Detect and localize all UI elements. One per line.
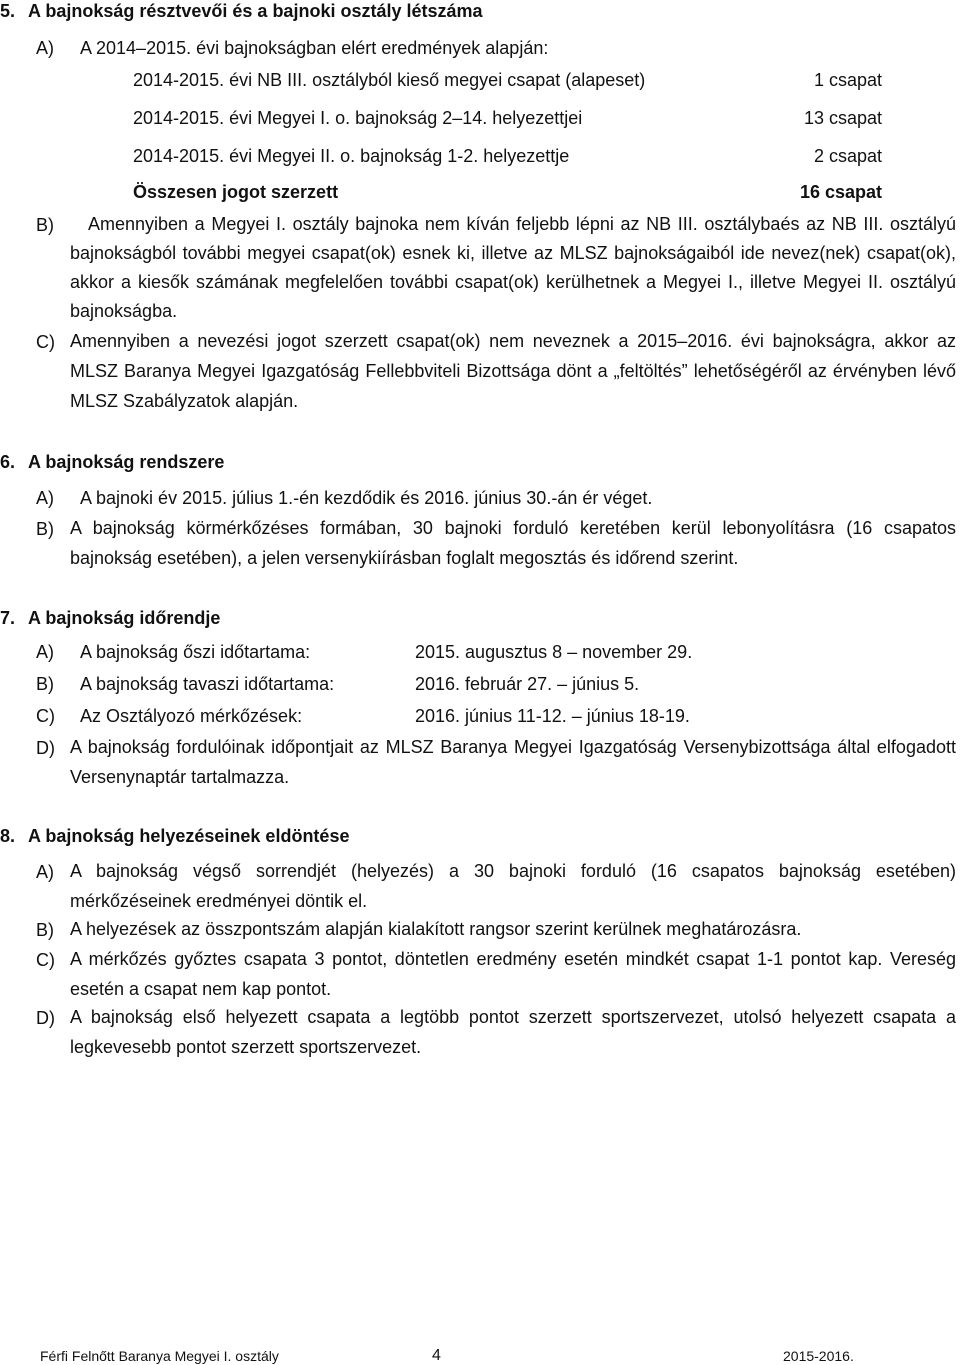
participant-count: 2 csapat	[813, 146, 882, 166]
item-text: A 2014–2015. évi bajnokságban elért eredmények alapján:	[80, 38, 549, 58]
item-label: B)	[36, 920, 54, 940]
section-title: A bajnokság rendszere	[28, 452, 225, 472]
schedule-desc: A bajnokság őszi időtartama:	[80, 642, 311, 662]
participant-desc: 2014-2015. évi Megyei I. o. bajnokság 2–14. helyezettjei	[133, 108, 583, 128]
schedule-desc: A bajnokság tavaszi időtartama:	[80, 674, 335, 694]
section-number: 8.	[0, 826, 16, 846]
section-number: 6.	[0, 452, 16, 472]
paragraph: A bajnokság körmérkőzéses formában, 30 bajnoki forduló keretében kerül lebonyolításra (16 csapatos bajnokság esetében), a jelen versenykiírásban foglalt megosztás és időrend szerint.	[70, 518, 956, 568]
section-6-heading	[0, 451, 224, 473]
section-title: A bajnokság résztvevői és a bajnoki osztály létszáma	[28, 1, 483, 21]
paragraph: A bajnokság első helyezett csapata a legtöbb pontot szerzett sportszervezet, utolsó helyezett csapata a legkevesebb pontot szerzett sportszervezet.	[70, 1007, 956, 1057]
participant-count: 13 csapat	[803, 108, 882, 128]
section-7-heading	[0, 607, 220, 629]
schedule-desc: Az Osztályozó mérkőzések:	[80, 706, 303, 726]
section-number: 7.	[0, 608, 16, 628]
item-label: D)	[36, 738, 55, 758]
section-title: A bajnokság helyezéseinek eldöntése	[28, 826, 350, 846]
item-label: B)	[36, 519, 54, 539]
section-number: 5.	[0, 1, 16, 21]
schedule-value: 2015. augusztus 8 – november 29.	[415, 642, 693, 662]
participant-desc: 2014-2015. évi NB III. osztályból kieső megyei csapat (alapeset)	[133, 70, 646, 90]
paragraph: Amennyiben a Megyei I. osztály bajnoka nem kíván feljebb lépni az NB III. osztálybaés az NB III. osztályú bajnokságból további megyei csapat(ok) esnek ki, illetve az MLSZ bajnokságaiból ide nevez(nek) csapat(ok), akkor a kiesők számának megfelelően további csapat(ok) kerülhetnek a Megyei I., illetve Megyei II. osztályú bajnokságba.	[70, 214, 956, 321]
item-label: A)	[36, 38, 54, 58]
item-label: A)	[36, 862, 54, 882]
section-8-heading	[0, 825, 349, 847]
item-label: A)	[36, 488, 54, 508]
total-label: Összesen jogot szerzett	[133, 182, 339, 202]
schedule-value: 2016. február 27. – június 5.	[415, 674, 640, 694]
total-count: 16 csapat	[799, 182, 882, 202]
footer-left: Férfi Felnőtt Baranya Megyei I. osztály	[40, 1348, 279, 1364]
item-label: B)	[36, 674, 54, 694]
footer-right: 2015-2016.	[783, 1348, 854, 1364]
section-5-heading	[0, 0, 483, 22]
paragraph: A mérkőzés győztes csapata 3 pontot, döntetlen eredmény esetén mindkét csapat 1-1 pontot kap. Vereség esetén a csapat nem kap pontot.	[70, 949, 956, 999]
participant-count: 1 csapat	[813, 70, 882, 90]
page-number: 4	[432, 1347, 441, 1364]
item-label: C)	[36, 706, 55, 726]
schedule-value: 2016. június 11-12. – június 18-19.	[415, 706, 690, 726]
item-label: B)	[36, 215, 54, 235]
paragraph: A helyezések az összpontszám alapján kialakított rangsor szerint kerülnek meghatározásra.	[70, 919, 802, 939]
section-title: A bajnokság időrendje	[28, 608, 221, 628]
item-label: D)	[36, 1008, 55, 1028]
paragraph: Amennyiben a nevezési jogot szerzett csapat(ok) nem neveznek a 2015–2016. évi bajnokságra, akkor az MLSZ Baranya Megyei Igazgatóság Fellebbviteli Bizottsága dönt a „feltöltés” lehetőségéről az érvényben lévő MLSZ Szabályzatok alapján.	[70, 331, 956, 411]
item-label: C)	[36, 950, 55, 970]
paragraph: A bajnokság fordulóinak időpontjait az MLSZ Baranya Megyei Igazgatóság Versenybizottsága által elfogadott Versenynaptár tartalmazza.	[70, 737, 956, 787]
item-label: C)	[36, 332, 55, 352]
item-text: A bajnoki év 2015. július 1.-én kezdődik és 2016. június 30.-án ér véget.	[80, 488, 653, 508]
item-label: A)	[36, 642, 54, 662]
paragraph: A bajnokság végső sorrendjét (helyezés) a 30 bajnoki forduló (16 csapatos bajnokság esetében) mérkőzéseinek eredményei döntik el.	[70, 861, 956, 911]
participant-desc: 2014-2015. évi Megyei II. o. bajnokság 1-2. helyezettje	[133, 146, 570, 166]
